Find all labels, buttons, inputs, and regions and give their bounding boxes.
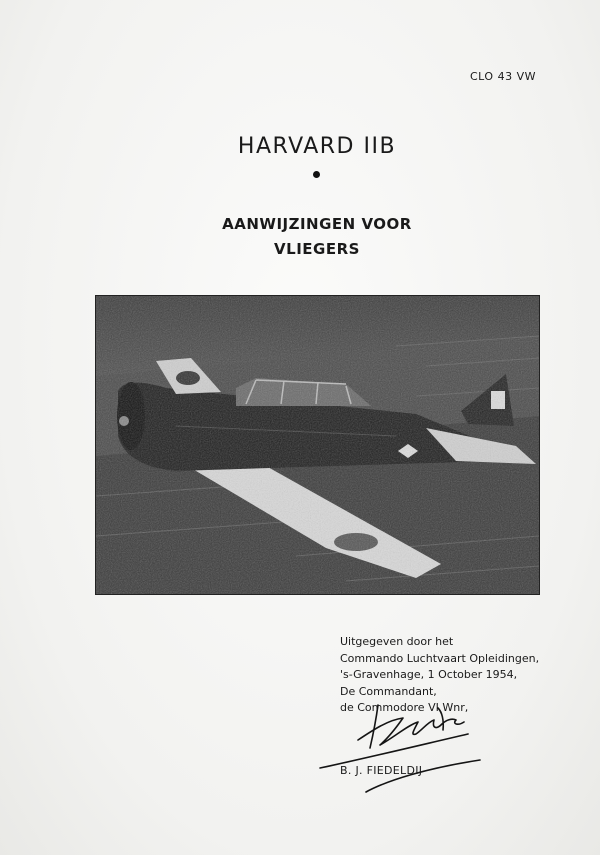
subtitle-line-1: AANWIJZINGEN VOOR xyxy=(222,215,412,233)
subtitle-line-2: VLIEGERS xyxy=(274,240,360,258)
aircraft-photo xyxy=(95,295,540,595)
issued-line-4: De Commandant, xyxy=(340,684,437,698)
document-code: CLO 43 VW xyxy=(470,70,536,83)
document-title: HARVARD IIB xyxy=(237,134,397,159)
issued-line-3: 's-Gravenhage, 1 October 1954, xyxy=(340,668,518,681)
signer-name: B. J. FIEDELDIJ xyxy=(340,764,423,777)
issued-line-2: Commando Luchtvaart Opleidingen, xyxy=(340,651,540,665)
handwritten-signature xyxy=(318,700,488,795)
title-bullet xyxy=(313,171,320,178)
issued-line-1: Uitgegeven door het xyxy=(340,635,454,648)
issued-line-5: de Commodore VI Wnr, xyxy=(340,701,469,714)
